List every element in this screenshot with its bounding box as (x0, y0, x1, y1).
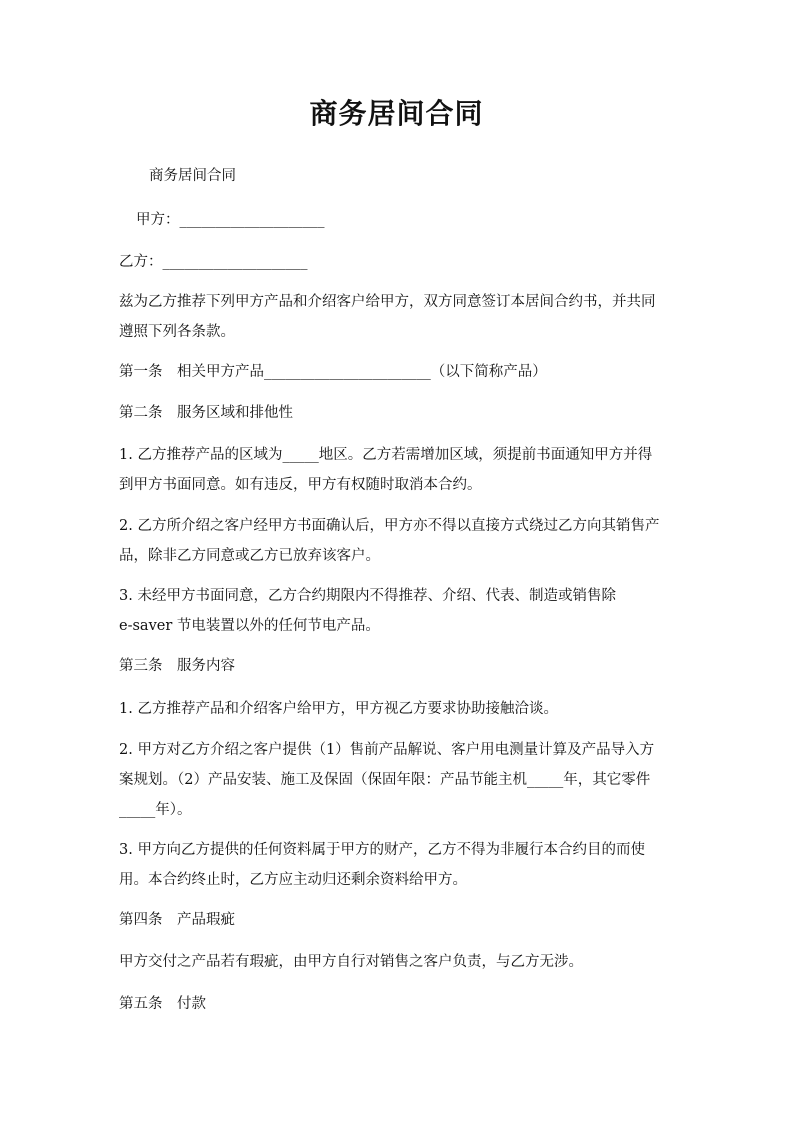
article-2-clause-1 (119, 440, 675, 500)
intro-line-2: 遵照下列各条款。 (119, 324, 235, 340)
article-1: 第一条 相关甲方产品_______________________（以下简称产品） (119, 364, 547, 380)
subtitle: 商务居间合同 (149, 168, 236, 184)
party-b-line: 乙方：____________________ (119, 254, 308, 270)
article-3-clause-2-line-1: 2. 甲方对乙方介绍之客户提供（1）售前产品解说、客户用电测量计算及产品导入方 (119, 742, 655, 758)
article-5-heading: 第五条 付款 (119, 996, 206, 1012)
article-4-text: 甲方交付之产品若有瑕疵，由甲方自行对销售之客户负责，与乙方无涉。 (119, 954, 583, 970)
article-2-clause-2 (119, 511, 675, 571)
article-3-clause-2 (119, 735, 675, 825)
party-a-line: 甲方：____________________ (136, 212, 325, 228)
article-2-clause-3 (119, 581, 675, 641)
article-2-clause-2-line-1: 2. 乙方所介绍之客户经甲方书面确认后，甲方亦不得以直接方式绕过乙方向其销售产 (119, 518, 660, 534)
article-3-heading: 第三条 服务内容 (119, 658, 235, 674)
article-3-clause-3 (119, 835, 675, 895)
intro-paragraph (119, 287, 675, 347)
article-3-clause-3-line-2: 用。本合约终止时，乙方应主动归还剩余资料给甲方。 (119, 872, 467, 888)
article-2-clause-3-line-2: e-saver 节电装置以外的任何节电产品。 (119, 618, 380, 634)
document-title: 商务居间合同 (309, 97, 484, 130)
article-3-clause-3-line-1: 3. 甲方向乙方提供的任何资料属于甲方的财产，乙方不得为非履行本合约目的而使 (119, 842, 645, 858)
article-2-clause-2-line-2: 品，除非乙方同意或乙方已放弃该客户。 (119, 548, 380, 564)
article-3-clause-2-line-3: _____年）。 (119, 802, 192, 818)
article-3-clause-2-line-2: 案规划。（2）产品安装、施工及保固（保固年限：产品节能主机_____年，其它零件 (119, 772, 651, 788)
article-3-clause-1: 1. 乙方推荐产品和介绍客户给甲方，甲方视乙方要求协助接触洽谈。 (119, 701, 558, 717)
article-2-heading: 第二条 服务区域和排他性 (119, 405, 293, 421)
article-2-clause-1-line-2: 到甲方书面同意。如有违反，甲方有权随时取消本合约。 (119, 477, 482, 493)
intro-line-1: 兹为乙方推荐下列甲方产品和介绍客户给甲方，双方同意签订本居间合约书，并共同 (119, 294, 656, 310)
article-2-clause-1-line-1: 1. 乙方推荐产品的区域为_____地区。乙方若需增加区域，须提前书面通知甲方并得 (119, 447, 653, 463)
article-2-clause-3-line-1: 3. 未经甲方书面同意，乙方合约期限内不得推荐、介绍、代表、制造或销售除 (119, 588, 616, 604)
article-4-heading: 第四条 产品瑕疵 (119, 912, 235, 928)
